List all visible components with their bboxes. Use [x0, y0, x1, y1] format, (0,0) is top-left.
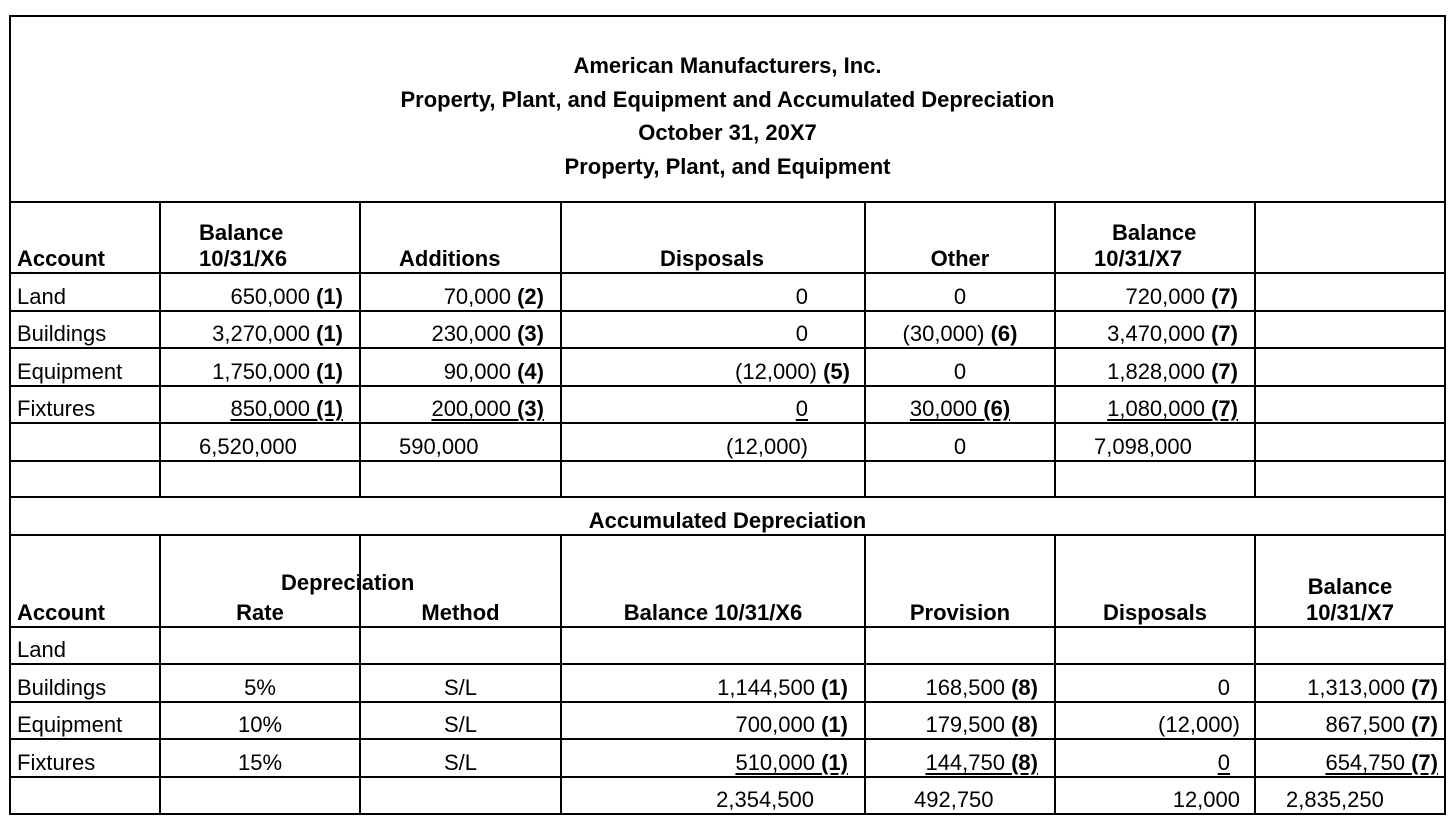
total-other: 0 [865, 423, 1055, 461]
accum-totals-row [10, 777, 1445, 815]
ppe-schedule-table [9, 15, 1446, 815]
balance-x6-cell: 510,000 (1) [561, 739, 865, 777]
blank-cell [10, 777, 160, 815]
additions-cell: 230,000 (3) [360, 311, 561, 349]
header-balance-x6: Balance 10/31/X6 [561, 535, 865, 627]
balance-x7-cell: 1,080,000 (7) [1055, 386, 1255, 424]
total-balance-x6: 2,354,500 [561, 777, 865, 815]
balance-x7-cell: 867,500 (7) [1255, 702, 1445, 740]
account-cell: Buildings [10, 311, 160, 349]
blank-cell [1255, 423, 1445, 461]
table-row [10, 702, 1445, 740]
total-balance-x6: 6,520,000 [160, 423, 360, 461]
table-row [10, 311, 1445, 349]
header-disposals: Disposals [561, 202, 865, 273]
ppe-header-row [10, 202, 1445, 273]
balance-x6-cell: 700,000 (1) [561, 702, 865, 740]
table-row [10, 739, 1445, 777]
table-row [10, 386, 1445, 424]
header-blank [1255, 202, 1445, 273]
blank-cell [1255, 348, 1445, 386]
header-disposals: Disposals [1055, 535, 1255, 627]
table-row [10, 627, 1445, 665]
method-cell: S/L [360, 702, 561, 740]
header-depreciation: Depreciation [281, 569, 415, 595]
disposals-cell: (12,000) (5) [561, 348, 865, 386]
blank-cell [10, 423, 160, 461]
method-cell [360, 627, 561, 665]
other-cell: 30,000 (6) [865, 386, 1055, 424]
account-cell: Land [10, 627, 160, 665]
accum-title-row [10, 497, 1445, 535]
company-name: American Manufacturers, Inc. [573, 53, 882, 78]
balance-x6-cell: 650,000 (1) [160, 273, 360, 311]
title-row [10, 16, 1445, 202]
account-cell: Fixtures [10, 386, 160, 424]
balance-x6-cell: 3,270,000 (1) [160, 311, 360, 349]
additions-cell: 90,000 (4) [360, 348, 561, 386]
section-title-accum: Accumulated Depreciation [10, 497, 1445, 535]
provision-cell [865, 627, 1055, 665]
report-title [10, 16, 1445, 202]
method-cell: S/L [360, 664, 561, 702]
balance-x6-cell: 1,144,500 (1) [561, 664, 865, 702]
other-cell: 0 [865, 348, 1055, 386]
balance-x7-cell [1255, 627, 1445, 665]
header-balance-x6: Balance 10/31/X6 [160, 202, 360, 273]
total-disposals: (12,000) [561, 423, 865, 461]
blank-cell [1255, 273, 1445, 311]
report-name: Property, Plant, and Equipment and Accumulated Depreciation [400, 86, 1055, 112]
account-cell: Equipment [10, 348, 160, 386]
disposals-cell: 0 [561, 273, 865, 311]
account-cell: Equipment [10, 702, 160, 740]
table-row [10, 273, 1445, 311]
blank-cell [1255, 311, 1445, 349]
total-provision: 492,750 [865, 777, 1055, 815]
disposals-cell: (12,000) [1055, 702, 1255, 740]
balance-x7-cell: 1,313,000 (7) [1255, 664, 1445, 702]
rate-cell [160, 627, 360, 665]
provision-cell: 168,500 (8) [865, 664, 1055, 702]
account-cell: Buildings [10, 664, 160, 702]
additions-cell: 200,000 (3) [360, 386, 561, 424]
header-rate: Depreciation Rate [160, 535, 360, 627]
section-title-ppe: Property, Plant, and Equipment [564, 153, 891, 179]
other-cell: 0 [865, 273, 1055, 311]
spacer-row [10, 461, 1445, 497]
total-additions: 590,000 [360, 423, 561, 461]
disposals-cell: 0 [561, 386, 865, 424]
header-method: Method [360, 535, 561, 627]
other-cell: (30,000) (6) [865, 311, 1055, 349]
report-date: October 31, 20X7 [638, 120, 817, 145]
balance-x7-cell: 654,750 (7) [1255, 739, 1445, 777]
accum-header-row [10, 535, 1445, 627]
balance-x7-cell: 1,828,000 (7) [1055, 348, 1255, 386]
ppe-totals-row [10, 423, 1445, 461]
header-account: Account [10, 202, 160, 273]
header-additions: Additions [360, 202, 561, 273]
header-account: Account [10, 535, 160, 627]
table-row [10, 348, 1445, 386]
disposals-cell: 0 [561, 311, 865, 349]
account-cell: Land [10, 273, 160, 311]
header-balance-x7: Balance 10/31/X7 [1055, 202, 1255, 273]
blank-cell [360, 777, 561, 815]
total-balance-x7: 7,098,000 [1055, 423, 1255, 461]
disposals-cell: 0 [1055, 664, 1255, 702]
disposals-cell: 0 [1055, 739, 1255, 777]
header-balance-x7: Balance 10/31/X7 [1255, 535, 1445, 627]
total-disposals: 12,000 [1055, 777, 1255, 815]
additions-cell: 70,000 (2) [360, 273, 561, 311]
disposals-cell [1055, 627, 1255, 665]
balance-x7-cell: 720,000 (7) [1055, 273, 1255, 311]
balance-x6-cell: 1,750,000 (1) [160, 348, 360, 386]
header-other: Other [865, 202, 1055, 273]
blank-cell [160, 777, 360, 815]
header-provision: Provision [865, 535, 1055, 627]
blank-cell [1255, 386, 1445, 424]
table-row [10, 664, 1445, 702]
rate-cell: 5% [160, 664, 360, 702]
balance-x6-cell [561, 627, 865, 665]
account-cell: Fixtures [10, 739, 160, 777]
rate-cell: 15% [160, 739, 360, 777]
method-cell: S/L [360, 739, 561, 777]
provision-cell: 144,750 (8) [865, 739, 1055, 777]
total-balance-x7: 2,835,250 [1255, 777, 1445, 815]
balance-x6-cell: 850,000 (1) [160, 386, 360, 424]
rate-cell: 10% [160, 702, 360, 740]
provision-cell: 179,500 (8) [865, 702, 1055, 740]
balance-x7-cell: 3,470,000 (7) [1055, 311, 1255, 349]
